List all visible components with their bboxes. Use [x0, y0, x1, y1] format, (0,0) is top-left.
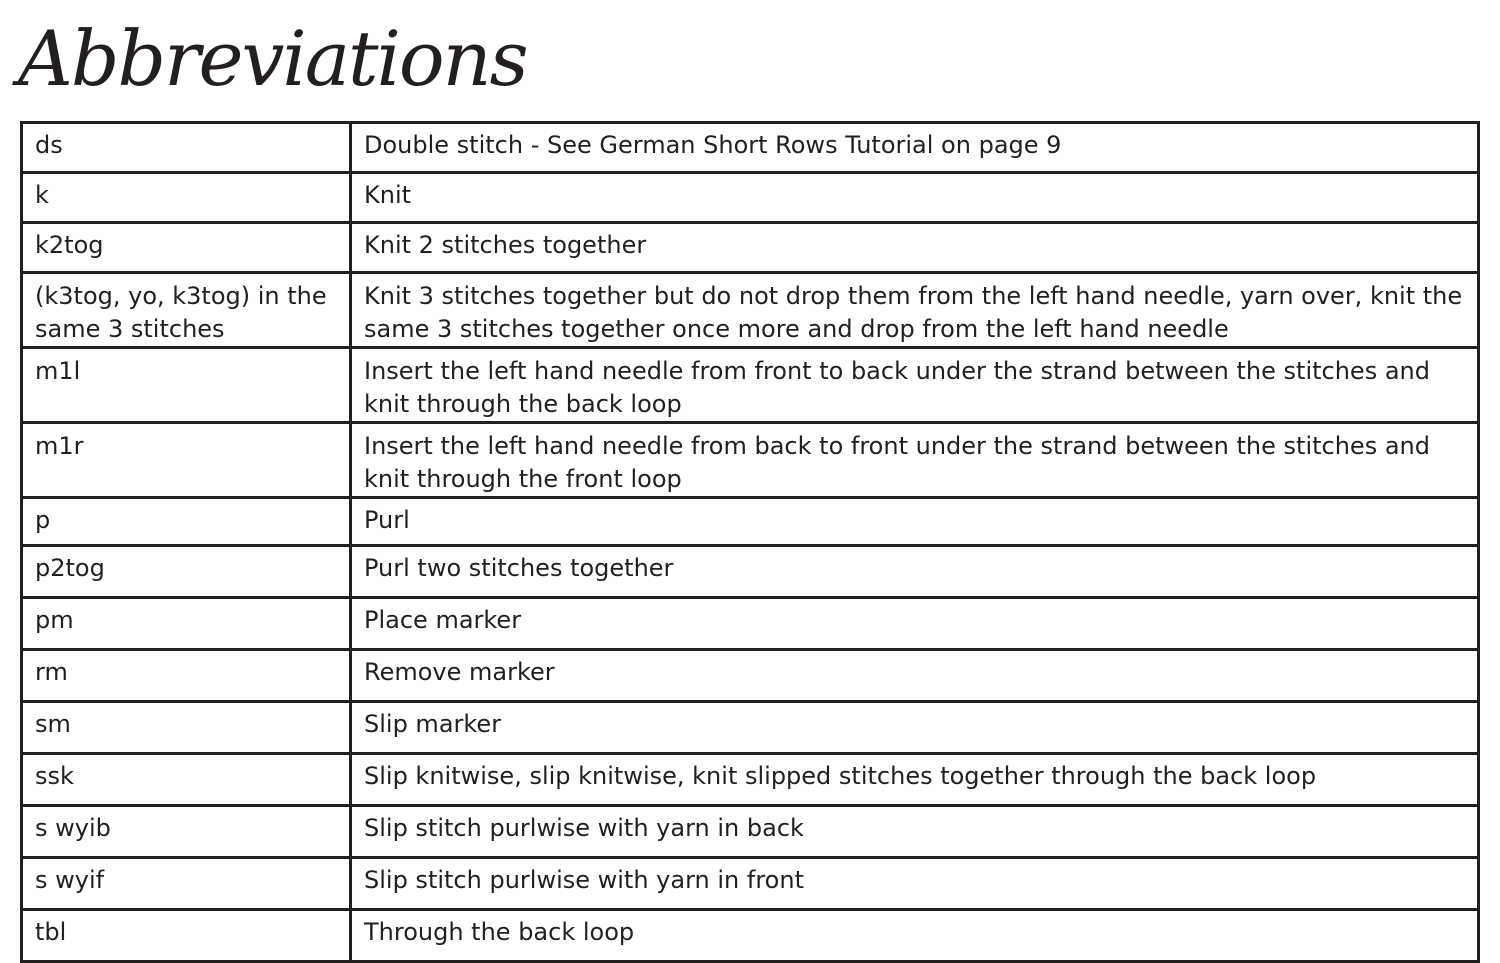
table-row — [22, 910, 1479, 962]
abbreviation-cell: m1r — [22, 423, 351, 498]
meaning-cell: Slip stitch purlwise with yarn in front — [351, 858, 1479, 910]
abbreviation-cell: s wyib — [22, 806, 351, 858]
meaning-cell: Slip stitch purlwise with yarn in back — [351, 806, 1479, 858]
meaning-cell: Purl — [351, 498, 1479, 546]
meaning-cell: Purl two stitches together — [351, 546, 1479, 598]
abbreviation-cell: p2tog — [22, 546, 351, 598]
abbreviation-cell: m1l — [22, 348, 351, 423]
table-row — [22, 806, 1479, 858]
meaning-cell: Slip knitwise, slip knitwise, knit slipped stitches together through the back loop — [351, 754, 1479, 806]
abbreviation-cell: s wyif — [22, 858, 351, 910]
abbreviations-table — [20, 121, 1480, 963]
abbreviation-cell: ssk — [22, 754, 351, 806]
abbreviation-cell: rm — [22, 650, 351, 702]
table-row — [22, 650, 1479, 702]
abbreviation-cell: p — [22, 498, 351, 546]
meaning-cell: Insert the left hand needle from back to front under the strand between the stitches and knit through the front loop — [351, 423, 1479, 498]
table-row — [22, 498, 1479, 546]
meaning-cell: Knit — [351, 173, 1479, 223]
meaning-cell: Slip marker — [351, 702, 1479, 754]
abbreviation-cell: ds — [22, 123, 351, 173]
table-row — [22, 173, 1479, 223]
abbreviation-cell: pm — [22, 598, 351, 650]
table-row — [22, 223, 1479, 273]
table-row — [22, 423, 1479, 498]
table-row — [22, 598, 1479, 650]
meaning-cell: Through the back loop — [351, 910, 1479, 962]
abbreviation-cell: tbl — [22, 910, 351, 962]
abbreviation-cell: k2tog — [22, 223, 351, 273]
table-row — [22, 348, 1479, 423]
table-row — [22, 273, 1479, 348]
page-title: Abbreviations — [18, 14, 527, 103]
table-row — [22, 702, 1479, 754]
abbreviation-cell: sm — [22, 702, 351, 754]
meaning-cell: Double stitch - See German Short Rows Tutorial on page 9 — [351, 123, 1479, 173]
meaning-cell: Insert the left hand needle from front to back under the strand between the stitches and knit through the back loop — [351, 348, 1479, 423]
abbreviation-cell: (k3tog, yo, k3tog) in the same 3 stitches — [22, 273, 351, 348]
abbreviations-table-body — [22, 123, 1479, 962]
meaning-cell: Knit 2 stitches together — [351, 223, 1479, 273]
meaning-cell: Remove marker — [351, 650, 1479, 702]
meaning-cell: Knit 3 stitches together but do not drop them from the left hand needle, yarn over, knit the same 3 stitches together once more and drop from the left hand needle — [351, 273, 1479, 348]
table-row — [22, 546, 1479, 598]
meaning-cell: Place marker — [351, 598, 1479, 650]
table-row — [22, 123, 1479, 173]
table-row — [22, 754, 1479, 806]
abbreviation-cell: k — [22, 173, 351, 223]
